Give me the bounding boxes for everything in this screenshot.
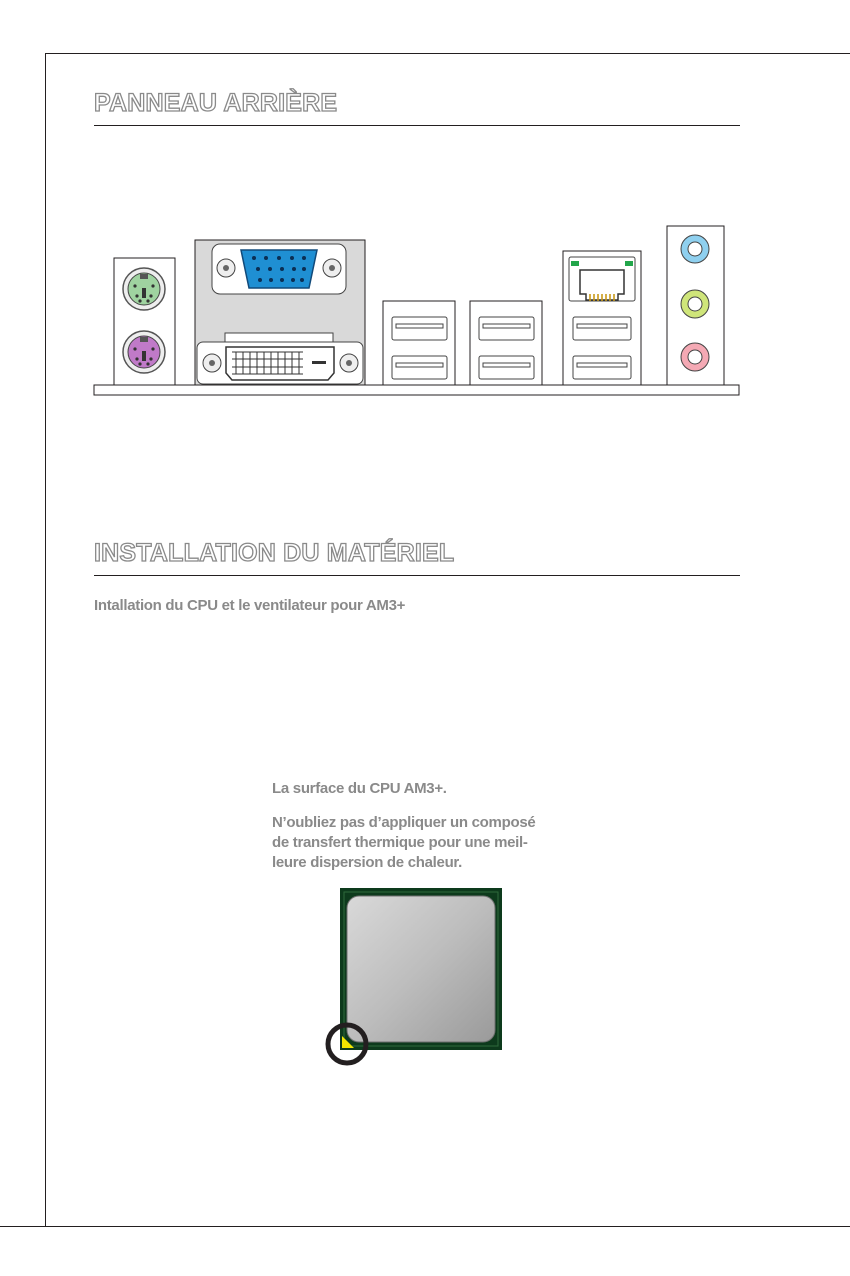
- cpu-surface-caption: La surface du CPU AM3+.: [272, 780, 447, 797]
- ps2-keyboard-port: [123, 331, 165, 373]
- cpu-top-view-illustration: [322, 884, 512, 1070]
- audio-block: [667, 226, 724, 385]
- page-frame-left: [45, 53, 46, 1227]
- io-bracket: [94, 385, 739, 395]
- lan-usb-block: [563, 251, 641, 385]
- hardware-title-rule: [94, 575, 740, 576]
- usb-ports-1: [383, 301, 455, 385]
- audio-line-out: [681, 290, 709, 318]
- cpu-heat-spreader: [347, 896, 495, 1042]
- lan-port: [569, 257, 635, 301]
- back-panel-title-rule: [94, 125, 740, 126]
- audio-line-in: [681, 235, 709, 263]
- page-frame-top: [45, 53, 850, 54]
- dvi-port: [197, 342, 363, 384]
- thermal-paste-note: [272, 813, 535, 873]
- thermal-paste-note-line-2: de transfert thermique pour une meil-: [272, 834, 528, 851]
- thermal-paste-note-line-3: leure dispersion de chaleur.: [272, 854, 463, 871]
- cpu-install-subtitle: Intallation du CPU et le ventilateur pour AM3+: [94, 597, 406, 614]
- hardware-title: INSTALLATION DU MATÉRIEL: [94, 539, 455, 567]
- page-frame-bottom: [0, 1226, 850, 1227]
- vga-port: [212, 244, 346, 294]
- audio-mic: [681, 343, 709, 371]
- thermal-paste-note-line-1: N’oubliez pas d’appliquer un composé: [272, 814, 536, 831]
- ps2-mouse-port: [123, 268, 165, 310]
- back-panel-title: PANNEAU ARRIÈRE: [94, 89, 338, 117]
- video-block: [195, 240, 365, 385]
- back-panel-diagram: [90, 222, 744, 400]
- ps2-block: [114, 258, 175, 385]
- usb-ports-2: [470, 301, 542, 385]
